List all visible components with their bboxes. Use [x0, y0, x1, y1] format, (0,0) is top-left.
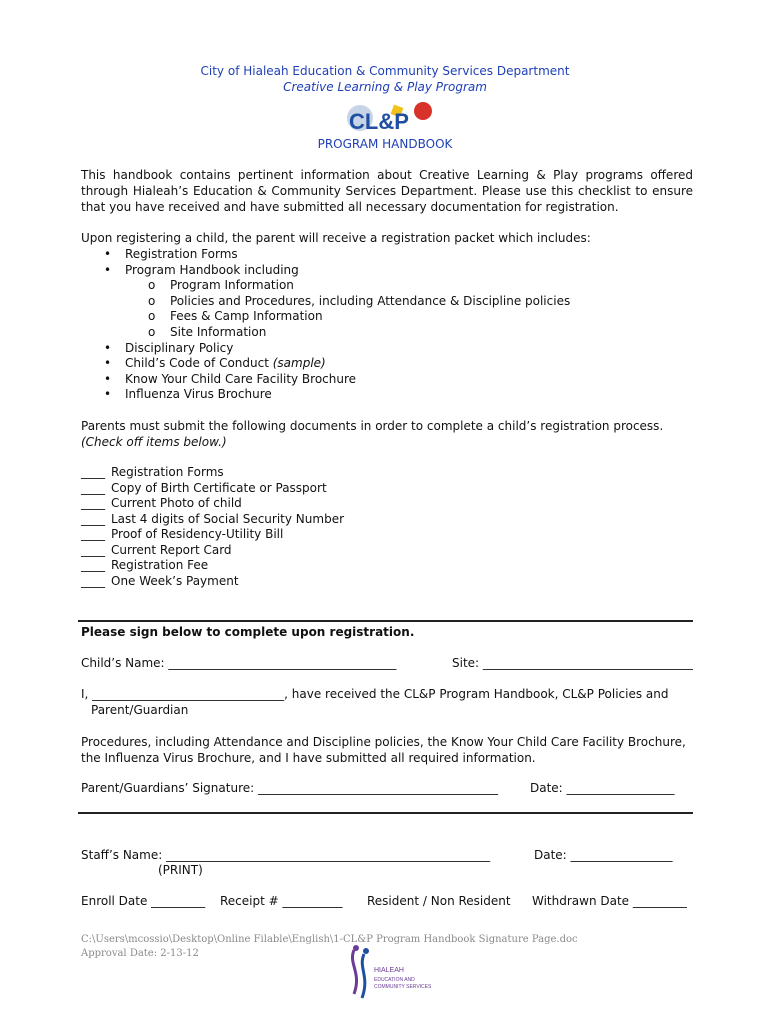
submit-lead: Parents must submit the following documents in order to complete a child’s registration process. — [81, 419, 664, 433]
packet-item-label: Fees & Camp Information — [170, 309, 323, 324]
packet-item — [104, 386, 664, 402]
logo-figure-blue — [362, 954, 365, 998]
sub-bullet-marker: o — [148, 325, 156, 339]
submit-note: (Check off items below.) — [81, 435, 227, 449]
packet-item — [104, 340, 664, 356]
checklist-item-label: One Week’s Payment — [111, 573, 239, 588]
parent-signature-field[interactable]: Parent/Guardians’ Signature: ________________________________________ — [81, 781, 498, 795]
packet-item-label: Site Information — [170, 325, 267, 339]
checklist-item-label: Copy of Birth Certificate or Passport — [111, 480, 327, 495]
bullet-marker: • — [104, 262, 112, 277]
checkbox-blank[interactable]: ____ — [81, 496, 105, 510]
bullet-marker: • — [104, 356, 112, 371]
bullet-marker: • — [104, 340, 112, 355]
procedures-paragraph: Procedures, including Attendance and Discipline policies, the Know Your Child Care Facility Brochure, the Influenza Virus Brochure, and I have submitted all required information. — [81, 735, 686, 765]
clp-logo — [340, 100, 440, 136]
packet-item — [148, 277, 708, 293]
packet-item-text — [170, 324, 266, 340]
intro-paragraph: This handbook contains pertinent information about Creative Learning & Play programs offered through Hialeah’s Education & Community Services Department. Please use this checklist to ensure that you have received and have submitted all necessary documentation for registration. — [81, 168, 693, 214]
hialeah-logo — [340, 942, 440, 1002]
bullet-marker: • — [104, 247, 112, 261]
logo-red-circle — [414, 102, 432, 120]
checklist-item[interactable] — [81, 464, 224, 480]
checkbox-blank[interactable]: ____ — [81, 527, 105, 541]
page-title: PROGRAM HANDBOOK — [317, 137, 453, 151]
packet-item-label: Child’s Code of Conduct — [125, 356, 269, 371]
logo-figure-purple — [352, 950, 356, 994]
packet-item-text — [170, 293, 570, 309]
packet-item-text — [170, 277, 294, 293]
packet-lead: Upon registering a child, the parent will receive a registration packet which includes: — [81, 231, 591, 245]
packet-item-text — [170, 308, 323, 324]
checklist-item-label: Current Photo of child — [111, 496, 242, 510]
print-caption: (PRINT) — [158, 863, 203, 877]
packet-item-label: Influenza Virus Brochure — [125, 387, 272, 402]
packet-item-label: Registration Forms — [125, 247, 238, 261]
checklist-item-label: Current Report Card — [111, 542, 232, 557]
bullet-marker: • — [104, 371, 112, 386]
packet-item-label: Disciplinary Policy — [125, 340, 234, 355]
checklist-item[interactable] — [81, 495, 242, 511]
packet-item-label: Know Your Child Care Facility Brochure — [125, 371, 357, 386]
logo-text-community: COMMUNITY SERVICES — [374, 984, 432, 990]
checkbox-blank[interactable]: ____ — [81, 558, 105, 572]
staff-date-field[interactable]: Date: _________________ — [534, 848, 673, 862]
resident-status[interactable]: Resident / Non Resident — [367, 894, 511, 908]
enroll-date-field[interactable]: Enroll Date _________ — [81, 894, 206, 908]
logo-head-blue — [363, 948, 369, 954]
checklist-item[interactable] — [81, 557, 208, 573]
site-field[interactable]: Site: ___________________________________ — [452, 656, 693, 670]
section-divider — [78, 620, 693, 622]
bullet-marker: • — [104, 387, 112, 402]
section-divider-2 — [78, 812, 693, 814]
packet-item — [104, 355, 664, 371]
department-name: City of Hialeah Education & Community Services Department — [200, 64, 570, 78]
checklist-item[interactable] — [81, 542, 232, 558]
packet-item — [104, 262, 664, 278]
logo-text-education: EDUCATION AND — [374, 977, 415, 983]
staff-name-field[interactable]: Staff’s Name: ______________________________________________________ — [81, 848, 491, 862]
acknowledgement-line[interactable]: I, ________________________________, have received the CL&P Program Handbook, CL&P Policies and — [81, 687, 669, 701]
packet-item-text — [125, 340, 233, 356]
sub-bullet-marker: o — [148, 278, 156, 293]
parent-guardian-caption: Parent/Guardian — [91, 703, 189, 717]
packet-item — [148, 324, 708, 340]
checkbox-blank[interactable]: ____ — [81, 573, 105, 588]
packet-item — [148, 308, 708, 324]
checkbox-blank[interactable]: ____ — [81, 511, 105, 526]
receipt-field[interactable]: Receipt # __________ — [220, 894, 343, 908]
packet-item-label: Program Handbook including — [125, 262, 299, 277]
checklist-item-label: Last 4 digits of Social Security Number — [111, 511, 345, 526]
logo-text: CL&P — [349, 109, 409, 134]
packet-item-suffix: (sample) — [272, 356, 326, 371]
program-name: Creative Learning & Play Program — [283, 80, 487, 94]
packet-item-text — [125, 371, 356, 387]
sub-bullet-marker: o — [148, 309, 156, 324]
checklist-item-label: Proof of Residency-Utility Bill — [111, 527, 284, 541]
packet-item-text — [125, 355, 326, 371]
packet-item-label: Program Information — [170, 278, 294, 293]
approval-date: Approval Date: 2-13-12 — [81, 948, 199, 959]
child-name-field[interactable]: Child’s Name: ______________________________________ — [81, 656, 397, 670]
checkbox-blank[interactable]: ____ — [81, 542, 105, 557]
packet-item-text — [125, 386, 272, 402]
packet-item-label: Policies and Procedures, including Attendance & Discipline policies — [170, 293, 571, 308]
logo-text-hialeah: HIALEAH — [374, 967, 404, 974]
packet-item — [148, 293, 708, 309]
checklist-item[interactable] — [81, 511, 344, 527]
packet-item-text — [125, 262, 299, 278]
parent-date-field[interactable]: Date: __________________ — [530, 781, 675, 795]
logo-head-purple — [353, 945, 359, 951]
sub-bullet-marker: o — [148, 293, 156, 308]
checklist-item[interactable] — [81, 573, 239, 589]
checkbox-blank[interactable]: ____ — [81, 465, 105, 479]
packet-item — [104, 246, 664, 262]
file-path: C:\Users\mcossio\Desktop\Online Filable\English\1-CL&P Program Handbook Signature Page.doc — [81, 934, 578, 945]
packet-item-text — [125, 246, 238, 262]
packet-item — [104, 371, 664, 387]
checklist-item-label: Registration Forms — [111, 465, 224, 479]
checkbox-blank[interactable]: ____ — [81, 480, 105, 495]
sign-heading: Please sign below to complete upon registration. — [81, 625, 415, 639]
checklist-item[interactable] — [81, 526, 283, 542]
checklist-item[interactable] — [81, 480, 327, 496]
checklist-item-label: Registration Fee — [111, 558, 209, 572]
withdrawn-date-field[interactable]: Withdrawn Date _________ — [532, 894, 687, 908]
